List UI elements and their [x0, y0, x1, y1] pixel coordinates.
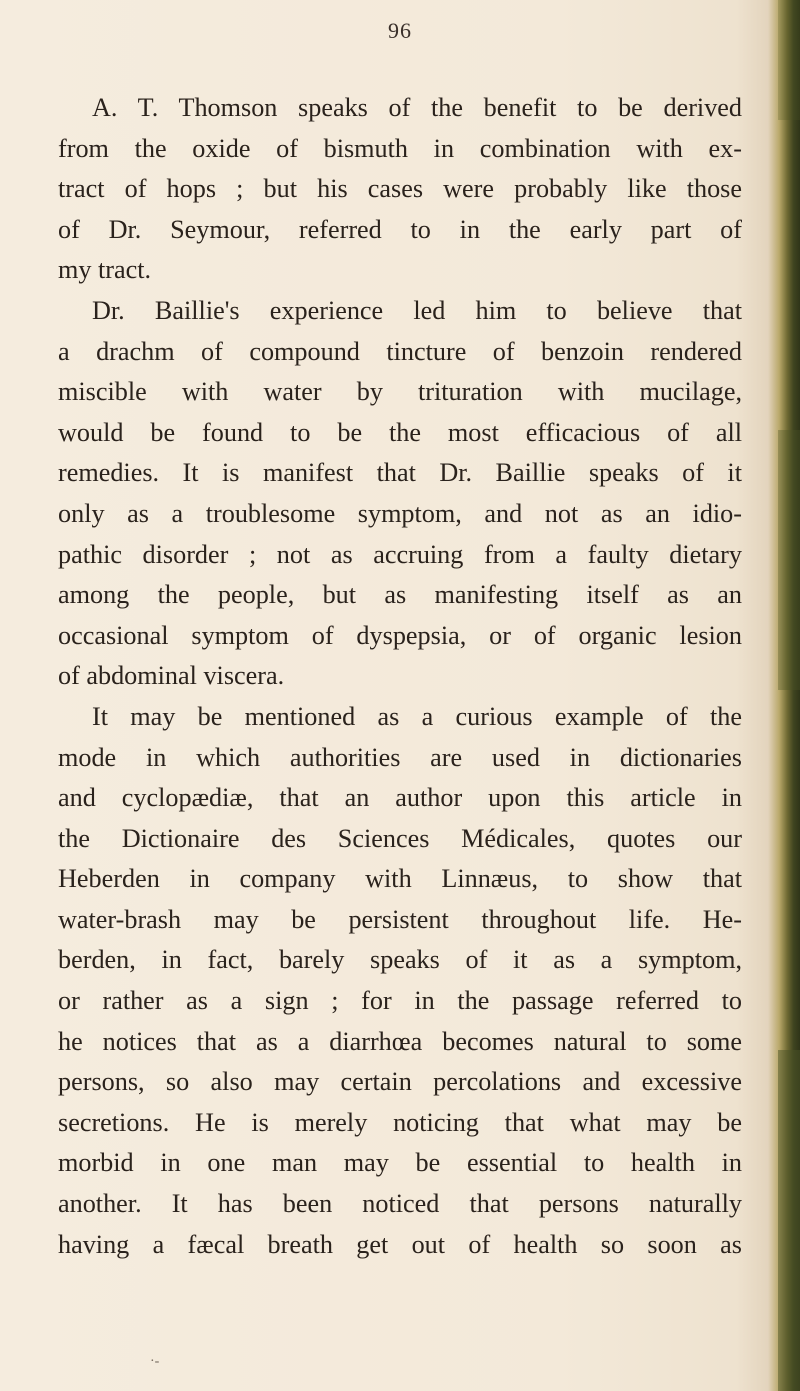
text-line: and cyclopædiæ, that an author upon this article in	[58, 783, 742, 813]
text-line: berden, in fact, barely speaks of it as a symptom,	[58, 945, 742, 975]
page-number: 96	[388, 18, 412, 43]
text-line: Dr. Baillie's experience led him to believe that	[92, 295, 742, 325]
text-line: only as a troublesome symptom, and not as an idio-	[58, 498, 742, 528]
text-line: among the people, but as manifesting itself as an	[58, 580, 742, 610]
text-line: he notices that as a diarrhœa becomes natural to some	[58, 1026, 742, 1056]
stray-mark: ·-	[150, 1354, 160, 1369]
text-line: mode in which authorities are used in dictionaries	[58, 742, 742, 772]
text-line: of Dr. Seymour, referred to in the early part of	[58, 214, 742, 244]
text-line: the Dictionaire des Sciences Médicales, quotes our	[58, 823, 742, 853]
text-line: secretions. He is merely noticing that what may be	[58, 1107, 742, 1137]
text-line: another. It has been noticed that persons naturally	[58, 1189, 742, 1219]
body-text	[58, 88, 742, 1265]
text-line: persons, so also may certain percolations and excessive	[58, 1067, 742, 1097]
text-line: a drachm of compound tincture of benzoin rendered	[58, 336, 742, 366]
text-line: Heberden in company with Linnæus, to show that	[58, 864, 742, 894]
text-line: It may be mentioned as a curious example of the	[92, 701, 742, 731]
text-line: water-brash may be persistent throughout life. He-	[58, 904, 742, 934]
text-line: morbid in one man may be essential to health in	[58, 1148, 742, 1178]
page-edge-band	[778, 430, 800, 690]
text-line: having a fæcal breath get out of health so soon as	[58, 1229, 742, 1259]
text-line: from the oxide of bismuth in combination with ex-	[58, 133, 742, 163]
text-line: would be found to be the most efficacious of all	[58, 417, 742, 447]
text-line: A. T. Thomson speaks of the benefit to be derived	[92, 93, 742, 122]
text-line: or rather as a sign ; for in the passage referred to	[58, 986, 742, 1016]
text-line: pathic disorder ; not as accruing from a faulty dietary	[58, 539, 742, 569]
text-line: of abdominal viscera.	[58, 661, 285, 691]
text-line: tract of hops ; but his cases were probably like those	[58, 174, 742, 204]
text-line: my tract.	[58, 255, 152, 285]
text-line: remedies. It is manifest that Dr. Baillie speaks of it	[58, 458, 742, 488]
text-line: miscible with water by trituration with mucilage,	[58, 377, 742, 407]
page-edge-band	[778, 1050, 800, 1391]
text-line: occasional symptom of dyspepsia, or of organic lesion	[58, 620, 742, 650]
